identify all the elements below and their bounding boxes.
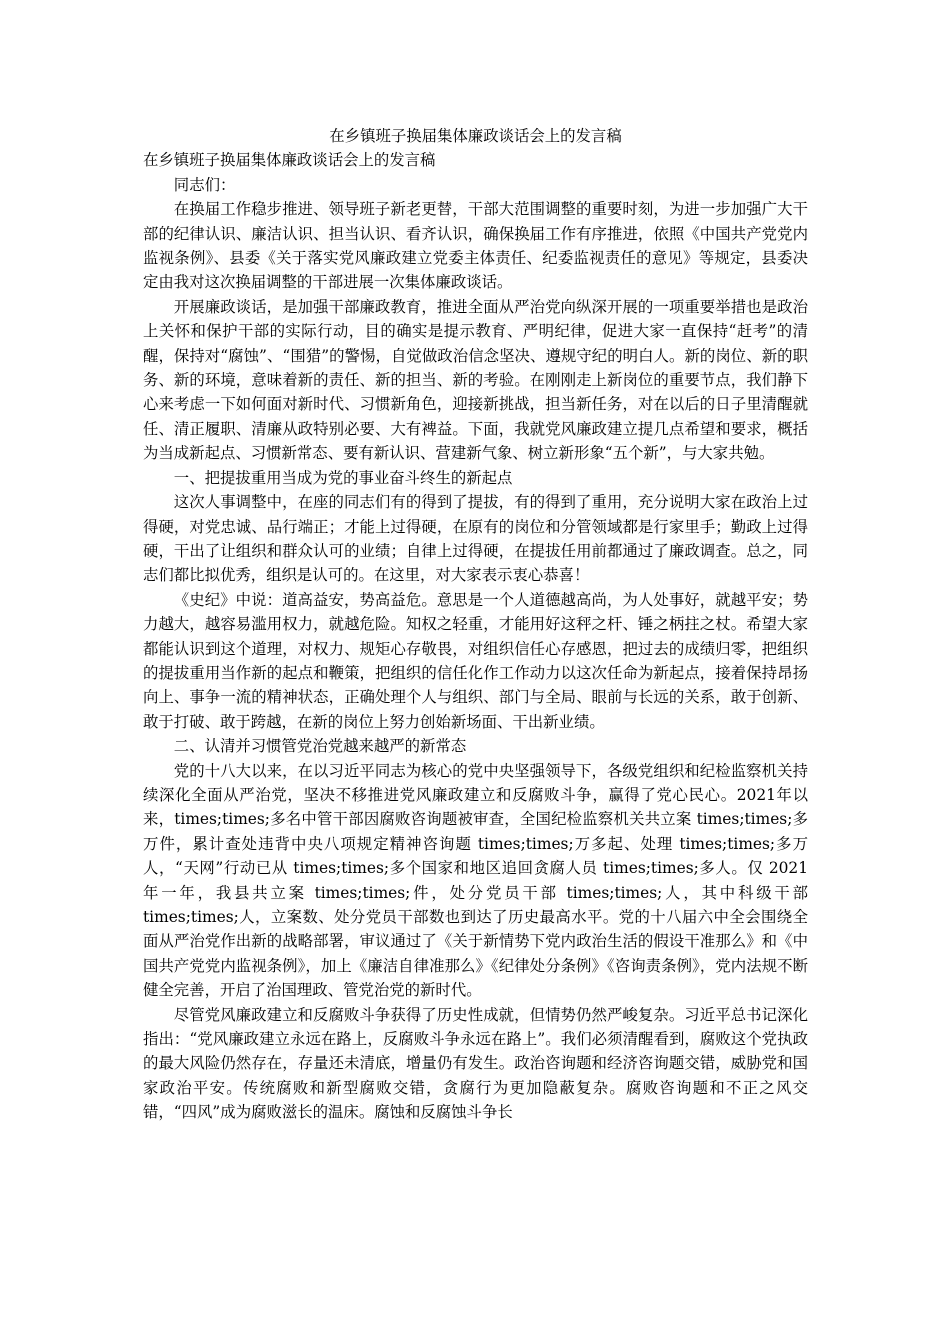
document-body — [143, 124, 808, 1125]
section-heading: 一、把提拔重用当成为党的事业奋斗终生的新起点 — [173, 468, 513, 487]
section-paragraph: 《史纪》中说：道高益安，势高益危。意思是一个人道德越高尚，为人处事好，就越平安；势力越大，越容易滥用权力，就越危险。知权之轻重，才能用好这秤之杆、锤之柄拄之杖。希望大家都能认识到这个道理，对权力、规矩心存敬畏，对组织信任心存感恩，把过去的成绩归零，把组织的提拔重用当作新的起点和鞭策，把组织的信任化作工作动力以这次任命为新起点，接着保持昂扬向上、事争一流的精神状态，正确处理个人与组织、部门与全局、眼前与长远的关系，敢于创新、敢于打破、敢于跨越，在新的岗位上努力创始新场面、干出新业绩。 — [143, 590, 808, 731]
section-paragraph: 尽管党风廉政建立和反腐败斗争获得了历史性成就，但情势仍然严峻复杂。习近平总书记深化指出：“党风廉政建立永远在路上，反腐败斗争永远在路上”。我们必须清醒看到，腐败这个党执政的最大风险仍然存在，存量还未清底，增量仍有发生。政治咨询题和经济咨询题交错，威胁党和国家政治平安。传统腐败和新型腐败交错，贪腐行为更加隐蔽复杂。腐败咨询题和不正之风交错，“四风”成为腐败滋长的温床。腐蚀和反腐蚀斗争长 — [143, 1005, 808, 1122]
document-title: 在乡镇班子换届集体廉政谈话会上的发言稿 — [329, 127, 622, 145]
section-paragraph: 这次人事调整中，在座的同志们有的得到了提拔，有的得到了重用，充分说明大家在政治上过得硬，对党忠诚、品行端正；才能上过得硬，在原有的岗位和分管领域都是行家里手；勤政上过得硬，干出了让组织和群众认可的业绩；自律上过得硬，在提拔任用前都通过了廉政调查。总之，同志们都比拟优秀，组织是认可的。在这里，对大家表示衷心恭喜！ — [143, 493, 808, 585]
section-heading: 二、认清并习惯管党治党越来越严的新常态 — [173, 737, 467, 756]
section-paragraph: 党的十八大以来，在以习近平同志为核心的党中央坚强领导下，各级党组织和纪检监察机关持续深化全面从严治党，坚决不移推进党风廉政建立和反腐败斗争，赢得了党心民心。2021年以来，times;times;多名中管干部因腐败咨询题被审查，全国纪检监察机关共立案 times;times;多万件，累计查处违背中央八项规定精神咨询题 times;times;万多起、处理 times;times;多万人，“天网”行动已从 times;times;多个国家和地区追回贪腐人员 times;times;多人。仅 2021 年一年，我县共立案 times;times;件，处分党员干部 times;times;人，其中科级干部 times;times;人，立案数、处分党员干部数也到达了历史最高水平。党的十八届六中全会围绕全面从严治党作出新的战略部署，审议通过了《关于新情势下党内政治生活的假设干准那么》和《中国共产党党内监视条例》，加上《廉洁自律准那么》《纪律处分条例》《咨询责条例》，党内法规不断健全完善，开启了治国理政、管党治党的新时代。 — [143, 761, 808, 1000]
intro-paragraph: 在换届工作稳步推进、领导班子新老更替，干部大范围调整的重要时刻，为进一步加强广大干部的纪律认识、廉洁认识、担当认识、看齐认识，确保换届工作有序推进，依照《中国共产党党内监视条例》、县委《关于落实党风廉政建立党委主体责任、纪委监视责任的意见》等规定，县委决定由我对这次换届调整的干部进展一次集体廉政谈话。 — [143, 200, 808, 292]
document-subtitle: 在乡镇班子换届集体廉政谈话会上的发言稿 — [143, 151, 436, 170]
intro-paragraph: 开展廉政谈话，是加强干部廉政教育，推进全面从严治党向纵深开展的一项重要举措也是政治上关怀和保护干部的实际行动，目的确实是提示教育、严明纪律，促进大家一直保持“赶考”的清醒，保持对“腐蚀”、“围猎”的警惕，自觉做政治信念坚决、遵规守纪的明白人。新的岗位、新的职务、新的环境，意味着新的责任、新的担当、新的考验。在刚刚走上新岗位的重要节点，我们静下心来考虑一下如何面对新时代、习惯新角色，迎接新挑战，担当新任务，对在以后的日子里清醒就任、清正履职、清廉从政特别必要、大有裨益。下面，我就党风廉政建立提几点希望和要求，概括为当成新起点、习惯新常态、要有新认识、营建新气象、树立新形象“五个新”，与大家共勉。 — [143, 297, 808, 463]
salutation: 同志们： — [173, 175, 236, 194]
